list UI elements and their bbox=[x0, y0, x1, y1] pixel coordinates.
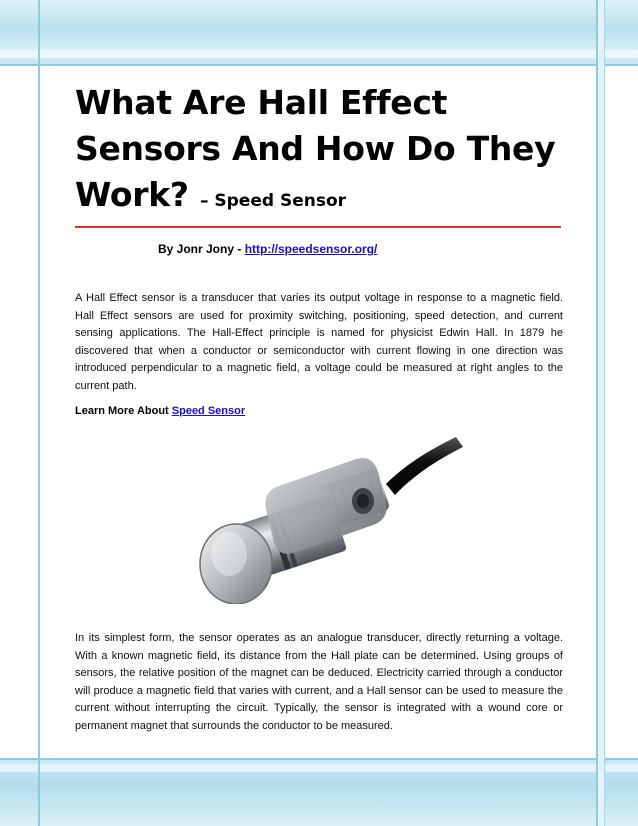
header-band-edge bbox=[0, 64, 638, 66]
footer-band-edge bbox=[0, 758, 638, 760]
speed-sensor-photo bbox=[181, 429, 481, 604]
left-margin-line bbox=[38, 0, 40, 826]
sensor-cable bbox=[386, 437, 463, 495]
paragraph-intro: A Hall Effect sensor is a transducer that varies its output voltage in response to a magnetic field. Hall Effect sensors are used for proximity switching, positioning, speed detection, and current sensing applications. The Hall-Effect principle is named for physicist Edwin Hall. In 1879 he discovered that when a conductor or semiconductor with current flowing in one direction was introduced perpendicular to a magnetic field, a voltage could be measured at right angles to the current path. bbox=[75, 292, 563, 392]
learn-more-link[interactable]: Speed Sensor bbox=[171, 405, 246, 417]
header-band-sheen bbox=[0, 50, 638, 58]
paragraph-detail: In its simplest form, the sensor operates as an analogue transducer, directly returning a voltage. With a known magnetic field, its distance from the Hall plate can be determined. Using groups of sensors, the relative position of the magnet can be deduced. Electricity carried through a conductor will produce a magnetic field that varies with current, and a Hall sensor can be used to measure the current without interrupting the circuit. Typically, the sensor is integrated with a wound core or permanent magnet that surrounds the conductor to be measured. bbox=[75, 632, 563, 732]
page-title bbox=[75, 80, 563, 218]
header-band bbox=[0, 0, 638, 66]
byline bbox=[158, 242, 563, 256]
speed-sensor-illustration bbox=[181, 429, 481, 604]
title-subtitle: – Speed Sensor bbox=[199, 191, 347, 211]
right-margin-line-inner bbox=[596, 0, 598, 826]
footer-band-sheen bbox=[0, 764, 638, 772]
learn-more bbox=[75, 405, 563, 417]
byline-link[interactable]: http://speedsensor.org/ bbox=[244, 242, 378, 256]
learn-more-label: Learn More About bbox=[75, 405, 172, 417]
title-divider bbox=[75, 226, 561, 228]
footer-band bbox=[0, 758, 638, 826]
right-margin-line-outer bbox=[604, 0, 605, 826]
byline-author: By Jonr Jony - bbox=[158, 242, 245, 256]
title-main: What Are Hall Effect Sensors And How Do They Work? bbox=[75, 83, 556, 214]
page-content bbox=[75, 80, 563, 735]
